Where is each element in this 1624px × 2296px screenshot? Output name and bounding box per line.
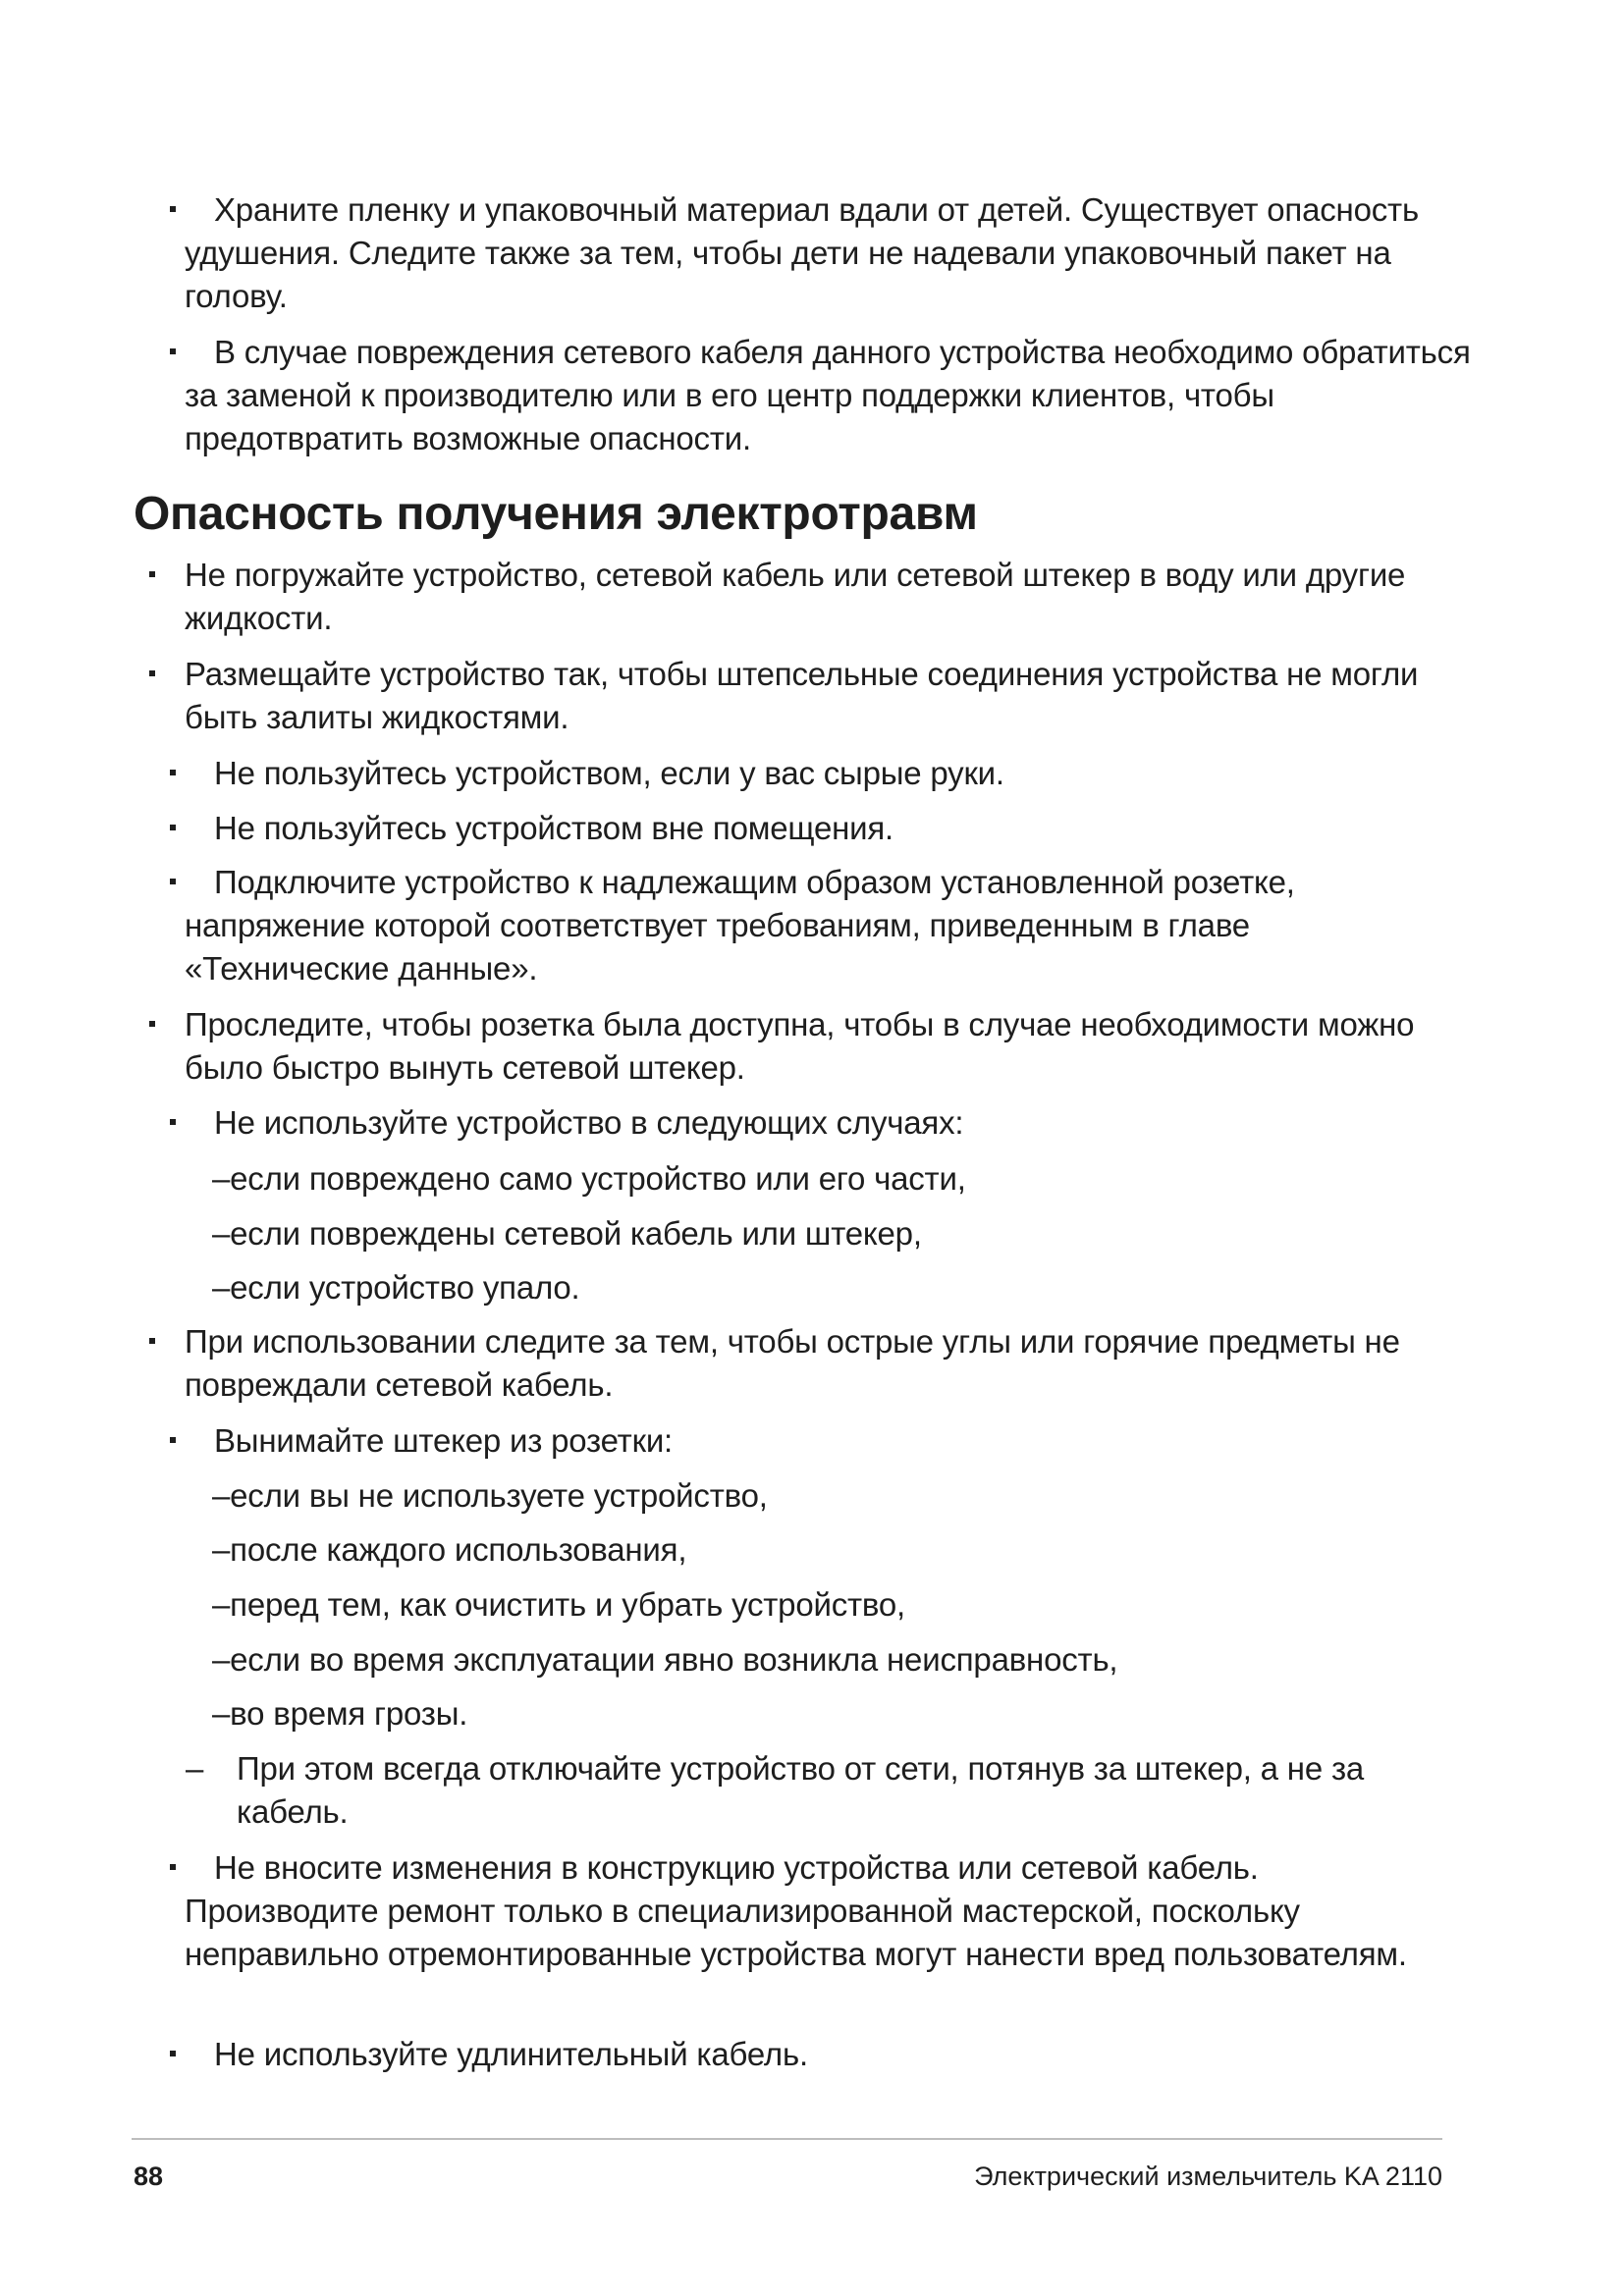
safety-note — [186, 1747, 1454, 1834]
safety-item-text: Не пользуйтесь устройством вне помещения. — [214, 810, 893, 846]
page-number: 88 — [134, 2162, 164, 2191]
safety-subitem-text: –если во время эксплуатации явно возникла неисправность, — [212, 1641, 1118, 1678]
safety-item-text: Проследите, чтобы розетка была доступна, чтобы в случае необходимости можно было быстро вынуть сетевой штекер. — [185, 1006, 1415, 1086]
safety-subitem-text: –перед тем, как очистить и убрать устройство, — [212, 1586, 906, 1623]
dash-marker: – — [186, 1750, 204, 1787]
safety-subitem — [212, 1266, 1449, 1309]
safety-item-text: Вынимайте штекер из розетки: — [214, 1422, 674, 1459]
safety-subitem — [212, 1528, 1449, 1572]
safety-subitem-text: –во время грозы. — [212, 1695, 468, 1732]
safety-item-text: В случае повреждения сетевого кабеля данного устройства необходимо обратиться за заменой к производителю или в его центр поддержки клиентов, чтобы предотвратить возможные опасности. — [185, 334, 1471, 456]
footer-title: Электрический измельчитель KA 2110 — [974, 2162, 1442, 2191]
safety-item — [185, 188, 1451, 318]
bullet-square-icon — [149, 1338, 155, 1344]
bullet-square-icon — [170, 348, 176, 354]
safety-item — [185, 1320, 1451, 1407]
safety-item-text: Не погружайте устройство, сетевой кабель или сетевой штекер в воду или другие жидкости. — [185, 557, 1406, 636]
bullet-square-icon — [170, 770, 176, 775]
safety-item — [185, 861, 1451, 990]
safety-item-text: При использовании следите за тем, чтобы острые углы или горячие предметы не повреждали сетевой кабель. — [185, 1323, 1400, 1403]
bullet-square-icon — [170, 1864, 176, 1870]
safety-item — [185, 331, 1471, 460]
safety-item-text: Не пользуйтесь устройством, если у вас сырые руки. — [214, 755, 1004, 791]
safety-item — [185, 807, 1451, 850]
bullet-square-icon — [149, 571, 155, 577]
safety-subitem-text: –если устройство упало. — [212, 1269, 580, 1306]
safety-note-text: При этом всегда отключайте устройство от сети, потянув за штекер, а не за кабель. — [237, 1750, 1365, 1830]
safety-subitem-text: –после каждого использования, — [212, 1531, 687, 1568]
safety-item-text: Не используйте удлинительный кабель. — [214, 2036, 808, 2072]
bullet-square-icon — [149, 670, 155, 676]
safety-subitem-text: –если вы не используете устройство, — [212, 1477, 768, 1514]
footer-divider — [132, 2138, 1442, 2140]
bullet-square-icon — [170, 825, 176, 830]
safety-item — [185, 554, 1451, 640]
bullet-square-icon — [170, 206, 176, 212]
safety-subitem — [212, 1583, 1449, 1627]
section-heading: Опасность получения электротравм — [134, 488, 978, 540]
safety-subitem — [212, 1212, 1449, 1255]
safety-subitem — [212, 1638, 1449, 1682]
safety-item-text: Размещайте устройство так, чтобы штепсельные соединения устройства не могли быть залиты жидкостями. — [185, 656, 1419, 735]
safety-subitem-text: –если повреждено само устройство или его части, — [212, 1160, 966, 1197]
safety-subitem — [212, 1474, 1449, 1518]
safety-subitem — [212, 1157, 1449, 1201]
safety-item-text: Не используйте устройство в следующих случаях: — [214, 1104, 964, 1141]
safety-item-text: Подключите устройство к надлежащим образом установленной розетке, напряжение которой соответствует требованиям, приведенным в главе «Технические данные». — [185, 864, 1295, 987]
bullet-square-icon — [170, 1119, 176, 1125]
safety-item — [185, 1101, 1451, 1145]
safety-subitem-text: –если повреждены сетевой кабель или штекер, — [212, 1215, 922, 1252]
safety-item — [185, 1003, 1451, 1090]
safety-item-text: Не вносите изменения в конструкцию устройства или сетевой кабель. Производите ремонт только в специализированной мастерской, поскольку неправильно отремонтированные устройства могут нанести вред пользователям. — [185, 1849, 1407, 1972]
safety-subitem — [212, 1692, 1449, 1735]
bullet-square-icon — [170, 1437, 176, 1443]
safety-item — [185, 2033, 1451, 2076]
bullet-square-icon — [170, 2051, 176, 2056]
safety-item — [185, 1846, 1451, 1976]
safety-item — [185, 1419, 1451, 1463]
bullet-square-icon — [170, 879, 176, 884]
safety-item — [185, 653, 1451, 739]
safety-item — [185, 752, 1451, 795]
safety-item-text: Храните пленку и упаковочный материал вдали от детей. Существует опасность удушения. Следите также за тем, чтобы дети не надевали упаковочный пакет на голову. — [185, 191, 1419, 314]
bullet-square-icon — [149, 1021, 155, 1027]
